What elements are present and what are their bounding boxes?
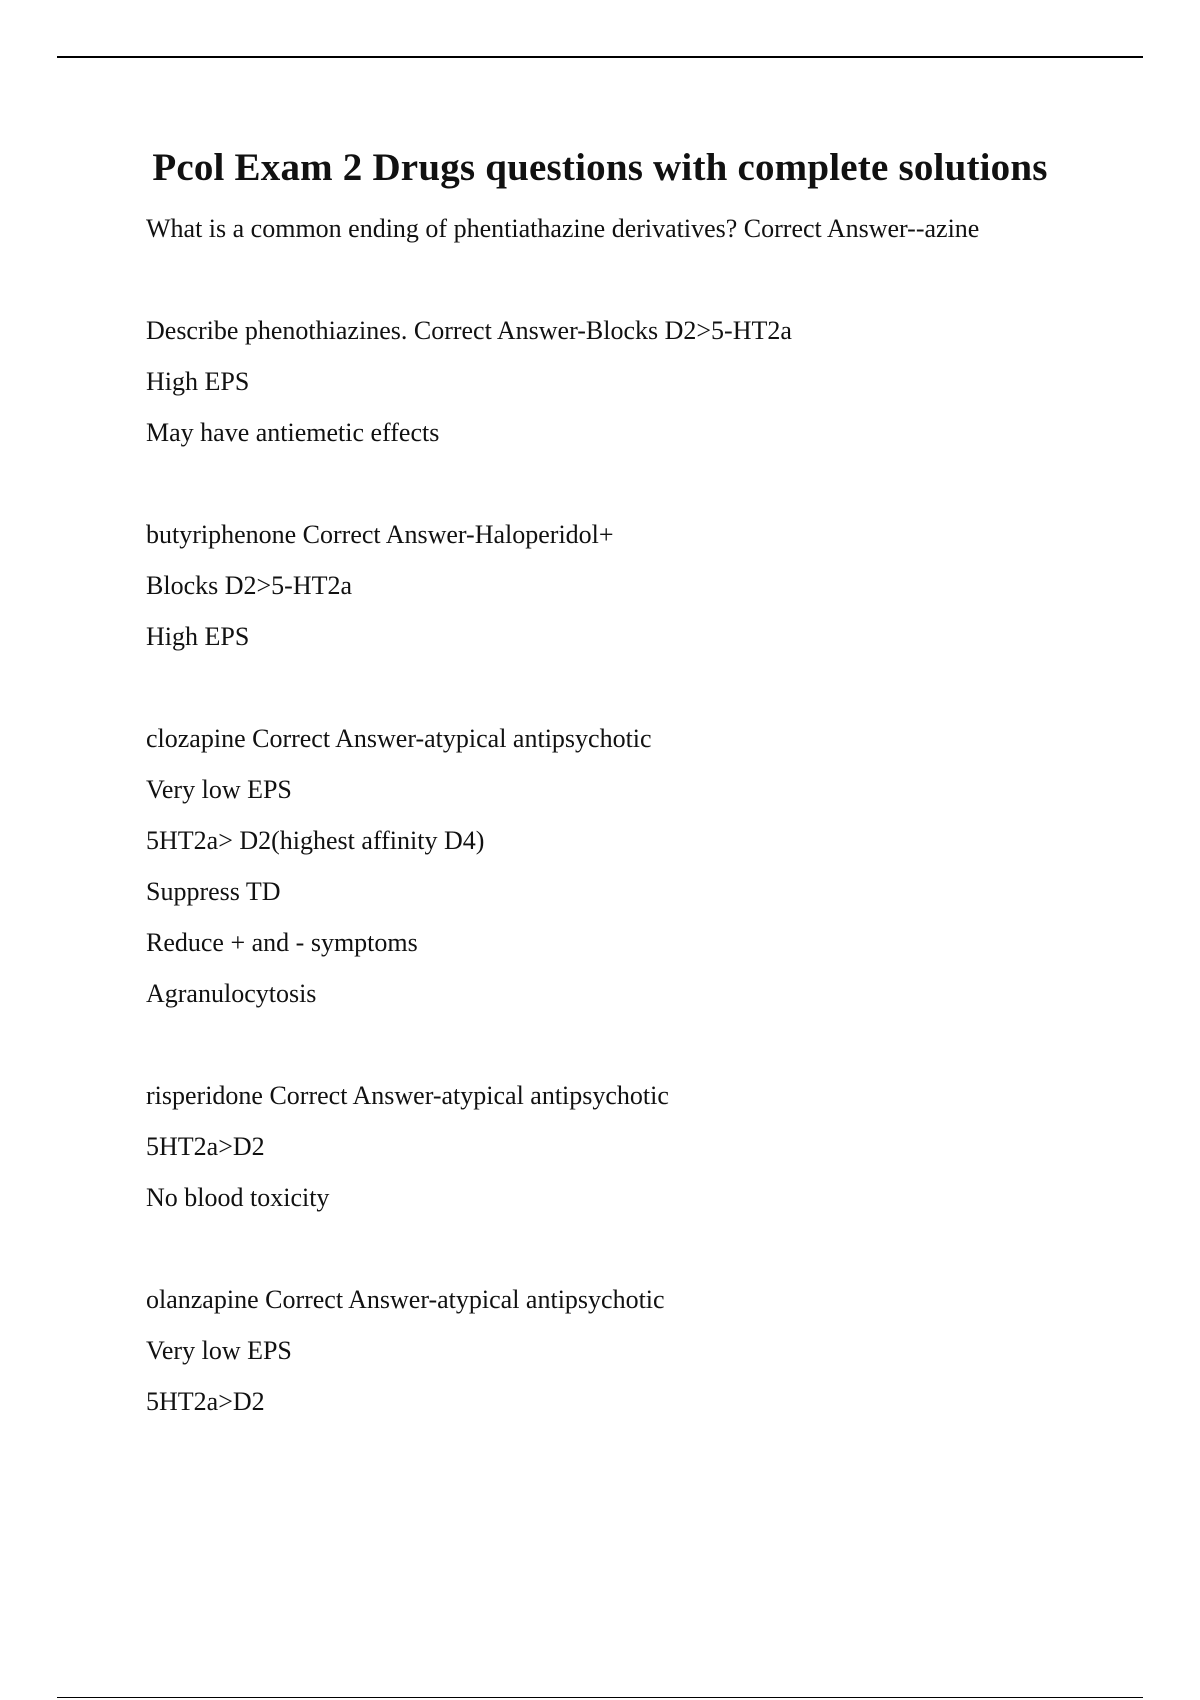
qa-line: Suppress TD — [146, 877, 281, 906]
qa-line: May have antiemetic effects — [146, 418, 440, 447]
qa-line: High EPS — [146, 622, 250, 651]
qa-line: 5HT2a> D2(highest affinity D4) — [146, 826, 485, 855]
qa-line: What is a common ending of phentiathazine derivatives? Correct Answer--azine — [146, 214, 980, 243]
qa-line: olanzapine Correct Answer-atypical antipsychotic — [146, 1285, 665, 1314]
footer-rule — [57, 1697, 1143, 1698]
qa-line: Very low EPS — [146, 775, 292, 804]
document-body — [146, 210, 1146, 1434]
qa-line: butyriphenone Correct Answer-Haloperidol+ — [146, 520, 614, 549]
qa-line: clozapine Correct Answer-atypical antipsychotic — [146, 724, 652, 753]
block-spacer — [146, 669, 1146, 720]
qa-line: risperidone Correct Answer-atypical antipsychotic — [146, 1081, 669, 1110]
qa-block — [146, 720, 1146, 1026]
qa-line: No blood toxicity — [146, 1183, 330, 1212]
page-title: Pcol Exam 2 Drugs questions with complete solutions — [152, 146, 1048, 189]
qa-line: Reduce + and - symptoms — [146, 928, 418, 957]
header-rule — [57, 56, 1143, 58]
qa-block — [146, 516, 1146, 669]
block-spacer — [146, 261, 1146, 312]
block-spacer — [146, 1026, 1146, 1077]
qa-line: Describe phenothiazines. Correct Answer-Blocks D2>5-HT2a — [146, 316, 792, 345]
qa-line: Agranulocytosis — [146, 979, 317, 1008]
qa-block — [146, 210, 1146, 261]
qa-block — [146, 312, 1146, 465]
block-spacer — [146, 465, 1146, 516]
qa-line: High EPS — [146, 367, 250, 396]
qa-line: 5HT2a>D2 — [146, 1132, 265, 1161]
qa-line: 5HT2a>D2 — [146, 1387, 265, 1416]
qa-line: Very low EPS — [146, 1336, 292, 1365]
block-spacer — [146, 1230, 1146, 1281]
qa-line: Blocks D2>5-HT2a — [146, 571, 353, 600]
qa-block — [146, 1077, 1146, 1230]
qa-block — [146, 1281, 1146, 1434]
